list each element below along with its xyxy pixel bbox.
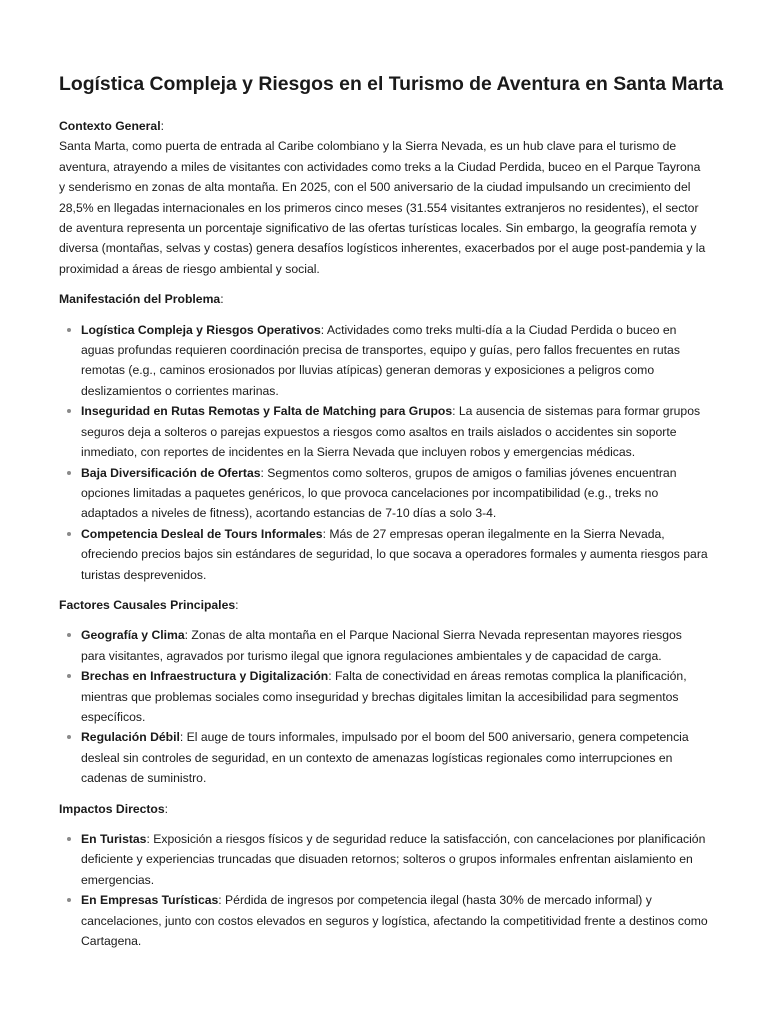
list-item [81,890,709,951]
context-heading [59,116,709,136]
list-item-term: Geografía y Clima [81,628,185,643]
list-item-text: : Exposición a riesgos físicos y de seguridad reduce la satisfacción, con cancelaciones por planificación deficiente y experiencias truncadas que disuaden retornos; solteros o grupos informales enfrentan aislamiento en emergencias. [81,832,706,887]
list-item [81,625,709,666]
list-item-text: : Segmentos como solteros, grupos de amigos o familias jóvenes encuentran opciones limitadas a paquetes genéricos, lo que provoca cancelaciones por incompatibilidad (e.g., treks no adaptados a niveles de fitness), acortando estancias de 7-10 días a solo 3-4. [81,465,677,521]
list-item [81,829,709,890]
page-title: Logística Compleja y Riesgos en el Turismo de Aventura en Santa Marta [59,73,724,95]
impacts-label: Impactos Directos [59,801,165,816]
impacts-list [59,829,709,951]
list-item-text: : Falta de conectividad en áreas remotas complica la planificación, mientras que problemas sociales como inseguridad y brechas digitales limitan la accesibilidad para segmentos específicos. [81,669,687,724]
list-item-term: Baja Diversificación de Ofertas [81,465,261,480]
impacts-colon: : [164,801,169,816]
causes-heading [59,595,709,615]
list-item-term: Logística Compleja y Riesgos Operativos [81,322,321,337]
list-item-term: Inseguridad en Rutas Remotas y Falta de Matching para Grupos [81,404,453,419]
problem-label: Manifestación del Problema [59,292,221,307]
list-item-text: : Zonas de alta montaña en el Parque Nacional Sierra Nevada representan mayores riesgos para visitantes, agravados por turismo ilegal que ignora regulaciones ambientales y de capacidad de carga. [81,628,682,663]
context-label: Contexto General [59,119,161,133]
list-item-term: Competencia Desleal de Tours Informales [81,526,323,541]
problem-colon: : [220,292,224,307]
causes-list [59,625,709,788]
list-item-term: En Empresas Turísticas [81,893,219,908]
problem-list [59,320,709,585]
list-item-term: Brechas en Infraestructura y Digitalización [81,669,329,684]
list-item [81,666,709,727]
problem-heading [59,289,709,309]
list-item-term: Regulación Débil [81,730,180,745]
list-item-text: : Más de 27 empresas operan ilegalmente en la Sierra Nevada, ofreciendo precios bajos sin estándares de seguridad, lo que socava a operadores formales y aumenta riesgos para turistas desprevenidos. [81,526,708,582]
list-item-text: : La ausencia de sistemas para formar grupos seguros deja a solteros o parejas expuestos a riesgos como asaltos en trails aislados o accidentes sin soporte inmediato, con reportes de incidentes en la Sierra Nevada que incluyen robos y emergencias médicas. [81,404,701,460]
list-item-text: : El auge de tours informales, impulsado por el boom del 500 aniversario, genera competencia desleal sin controles de seguridad, en un contexto de amenazas logísticas regionales como interrupciones en cadenas de suministro. [81,730,689,786]
causes-label: Factores Causales Principales [59,597,236,612]
context-paragraph: Santa Marta, como puerta de entrada al Caribe colombiano y la Sierra Nevada, es un hub clave para el turismo de aventura, atrayendo a miles de visitantes con actividades como treks a la Ciudad Perdida, buceo en el Parque Tayrona y senderismo en zonas de alta montaña. En 2025, con el 500 aniversario de la ciudad impulsando un crecimiento del 28,5% en llegadas internacionales en los primeros cinco meses (31.554 visitantes extranjeros no residentes), el sector de aventura representa un porcentaje significativo de las ofertas turísticas locales. Sin embargo, la geografía remota y diversa (montañas, selvas y costas) genera desafíos logísticos inherentes, exacerbados por el auge post-pandemia y la proximidad a áreas de riesgo ambiental y social. [59,139,706,276]
context-colon: : [160,119,164,133]
list-item [81,727,709,788]
list-item-text: : Pérdida de ingresos por competencia ilegal (hasta 30% de mercado informal) y cancelaciones, junto con costos elevados en seguros y logística, afectando la competitividad frente a destinos como Cartagena. [81,893,708,949]
list-item [81,320,709,402]
list-item-text: : Actividades como treks multi-día a la Ciudad Perdida o buceo en aguas profundas requieren coordinación precisa de transportes, equipo y guías, pero fallos frecuentes en rutas remotas (e.g., caminos erosionados por lluvias atípicas) generan demoras y exposiciones a peligros como deslizamientos o corrientes marinas. [81,322,680,398]
list-item-term: En Turistas [81,832,147,846]
list-item [81,401,709,462]
causes-colon: : [235,597,239,612]
impacts-heading [59,799,709,819]
list-item [81,524,709,585]
list-item [81,463,709,524]
